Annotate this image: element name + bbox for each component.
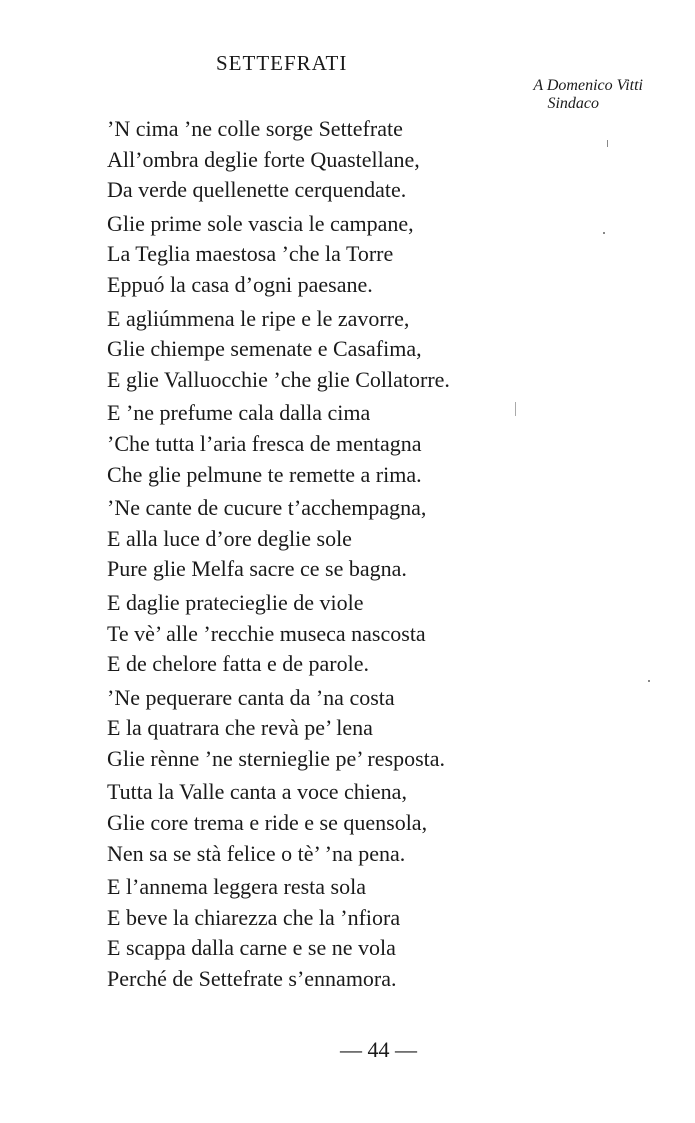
poem-line: E agliúmmena le ripe e le zavorre, [107, 305, 410, 331]
poem-line: Eppuó la casa d’ogni paesane. [107, 271, 373, 297]
poem-line: ’N cima ’ne colle sorge Settefrate [107, 116, 403, 141]
stanza [107, 114, 627, 206]
poem-line: E daglie pratecieglie de viole [107, 589, 364, 615]
poem-body [107, 114, 627, 998]
poem-line: ’Ne cante de cucure t’acchempagna, [107, 495, 427, 521]
stanza [107, 872, 627, 994]
poem-line: E scappa dalla carne e se ne vola [107, 935, 396, 961]
poem-line: E alla luce d’ore deglie sole [107, 525, 352, 551]
stanza [107, 683, 627, 775]
stanza [107, 209, 627, 301]
dedication-name: A Domenico Vitti [533, 77, 643, 94]
scan-speck [515, 402, 516, 416]
poem-line: ’Che tutta l’aria fresca de mentagna [107, 430, 422, 456]
poem-line: E glie Valluocchie ’che glie Collatorre. [107, 366, 450, 392]
poem-line: E l’annema leggera resta sola [107, 874, 366, 900]
poem-line: Glie chiempe semenate e Casafima, [107, 336, 422, 362]
scan-speck [603, 232, 605, 234]
poem-line: E de chelore fatta e de parole. [107, 651, 370, 677]
poem-line: E beve la chiarezza che la ’nfiora [107, 904, 401, 930]
poem-line: Pure glie Melfa sacre ce se bagna. [107, 556, 407, 582]
poem-line: Glie prime sole vascia le campane, [107, 210, 414, 236]
poem-line: Tutta la Valle canta a voce chiena, [107, 779, 407, 805]
poem-title: SETTEFRATI [216, 51, 348, 75]
stanza [107, 493, 627, 585]
stanza [107, 588, 627, 680]
poem-line: Perché de Settefrate s’ennamora. [107, 966, 397, 992]
dedication [533, 77, 643, 113]
poem-line: Glie rènne ’ne sternieglie pe’ resposta. [107, 745, 446, 771]
poem-line: E ’ne prefume cala dalla cima [107, 400, 371, 426]
poem-line: Che glie pelmune te remette a rima. [107, 461, 422, 487]
poem-line: ’Ne pequerare canta da ’na costa [107, 684, 395, 710]
scan-speck [648, 680, 650, 682]
poem-line: Glie core trema e ride e se quensola, [107, 810, 428, 836]
poem-line: Te vè’ alle ’recchie museca nascosta [107, 620, 426, 646]
poem-line: La Teglia maestosa ’che la Torre [107, 241, 394, 267]
stanza [107, 398, 627, 490]
poem-line: Da verde quellenette cerquendate. [107, 177, 407, 203]
dedication-role: Sindaco [547, 95, 599, 112]
poem-line: All’ombra deglie forte Quastellane, [107, 146, 420, 172]
page-number: — 44 — [340, 1037, 417, 1062]
stanza [107, 304, 627, 396]
poem-line: Nen sa se stà felice o tè’ ’na pena. [107, 840, 406, 866]
poem-line: E la quatrara che revà pe’ lena [107, 715, 373, 741]
stanza [107, 777, 627, 869]
scan-speck [607, 140, 608, 147]
